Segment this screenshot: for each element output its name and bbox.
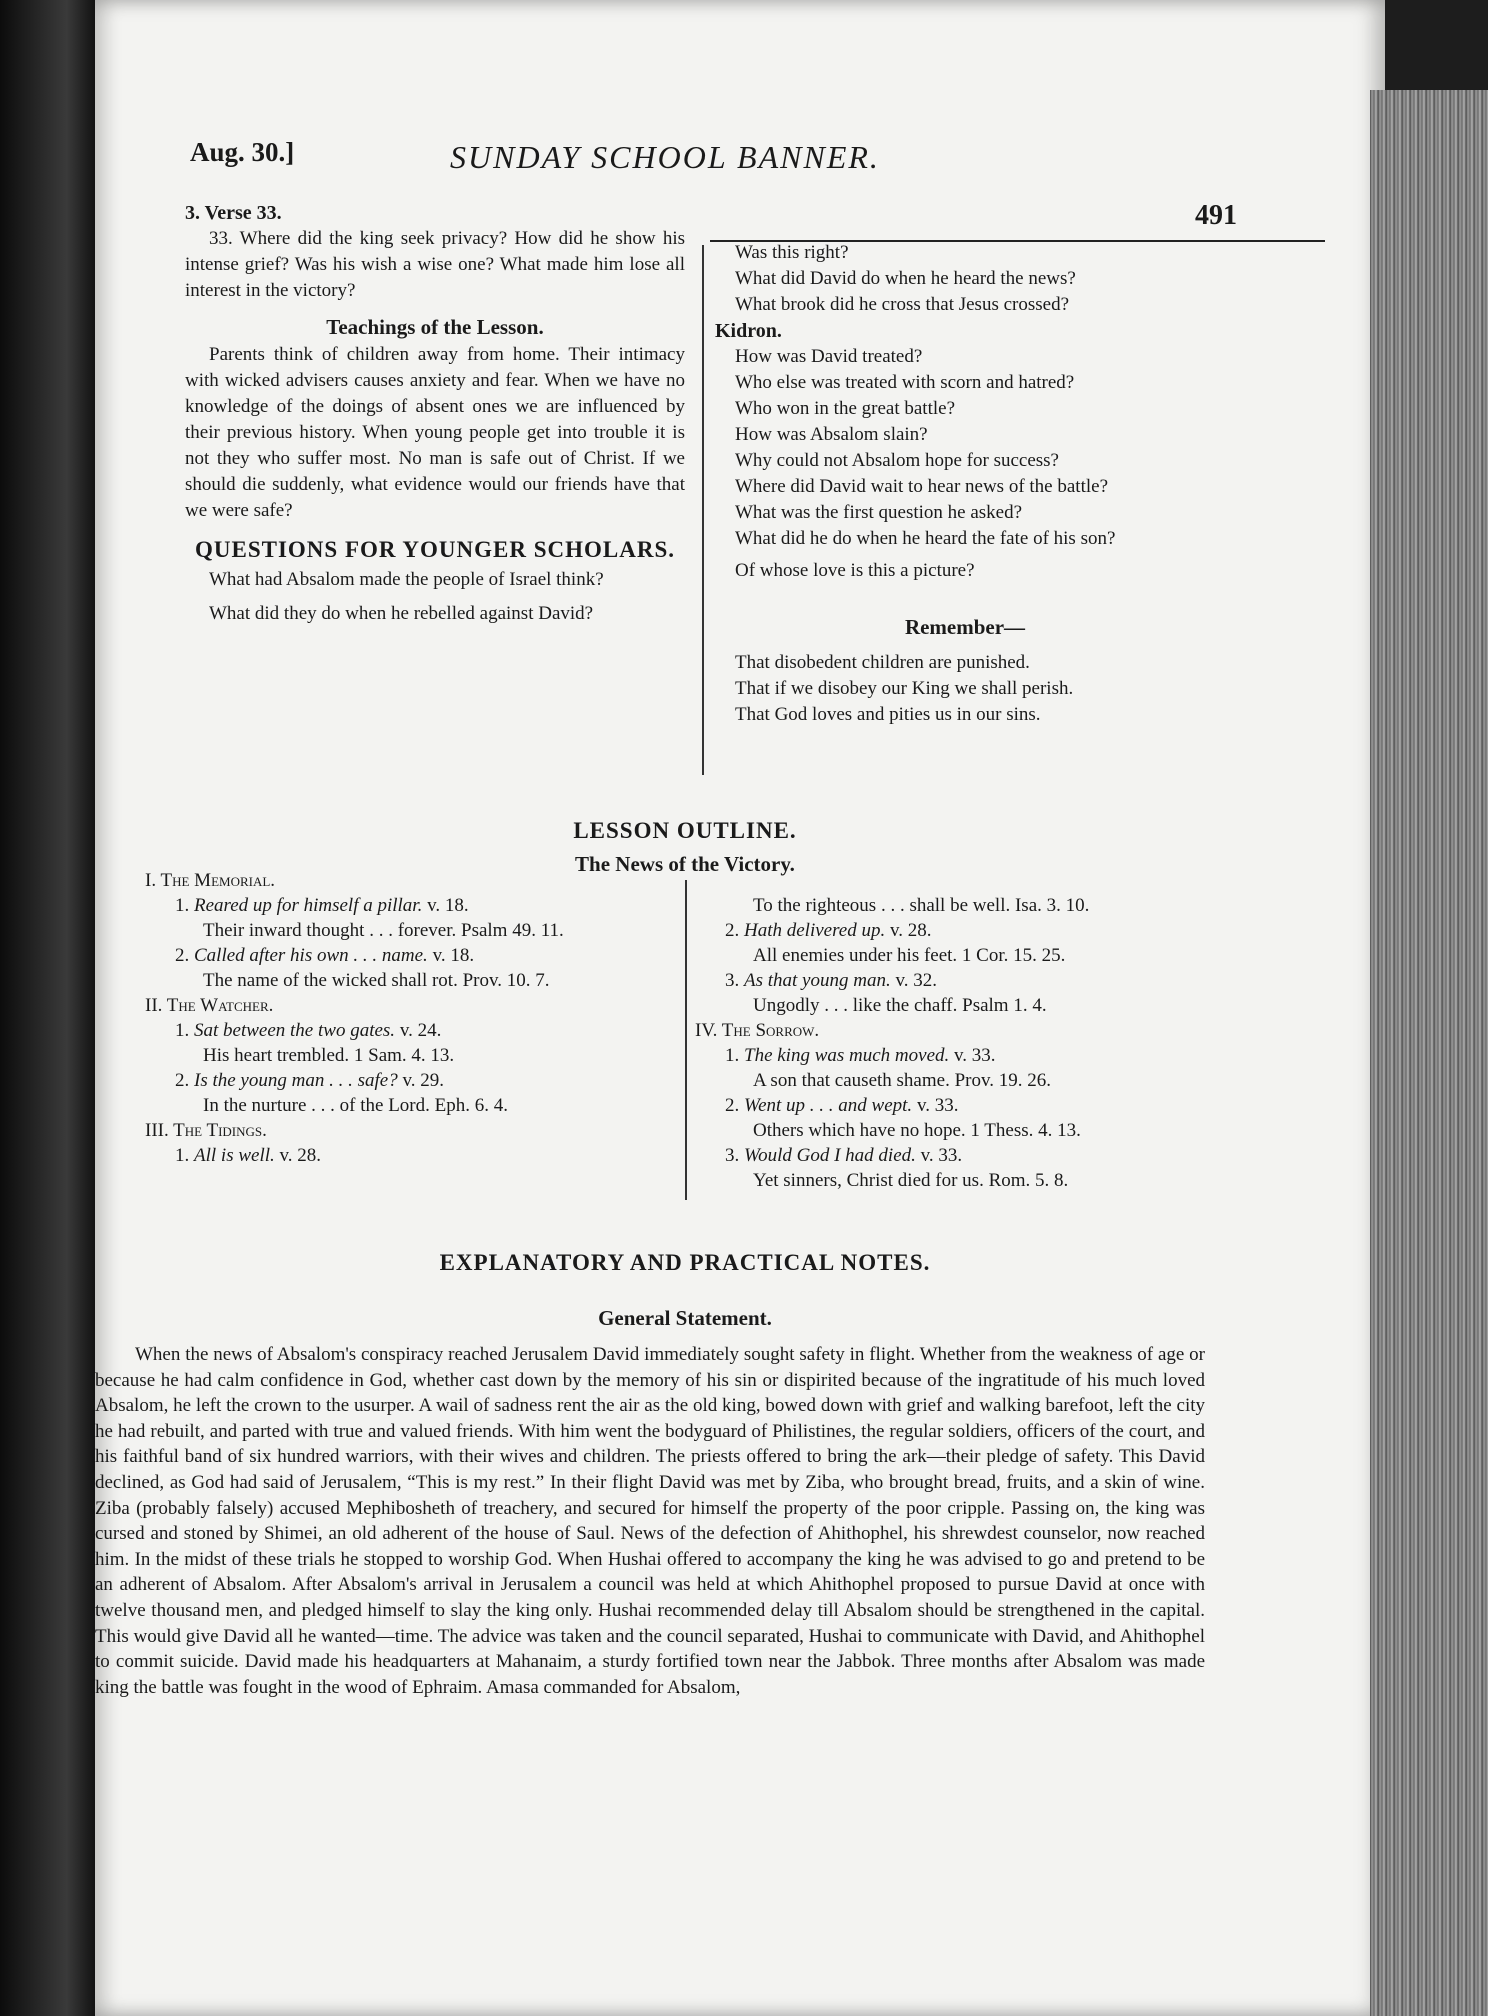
review-question: What did he do when he heard the fate of his son? bbox=[735, 528, 1116, 549]
outline-number: 3. bbox=[725, 1145, 744, 1166]
review-question: How was David treated? bbox=[735, 346, 923, 367]
outline-quote: All is well. bbox=[194, 1145, 275, 1166]
outline-line bbox=[695, 893, 1255, 918]
outline-text: Yet sinners, Christ died for us. Rom. 5. 8. bbox=[753, 1170, 1069, 1191]
outline-quote: Went up . . . and wept. bbox=[744, 1095, 913, 1116]
outline-number: 1. bbox=[175, 895, 194, 916]
outline-text: v. 33. bbox=[915, 1145, 963, 1166]
review-question: How was Absalom slain? bbox=[735, 424, 928, 445]
review-question: Was this right? bbox=[735, 242, 849, 263]
verse-questions: 33. Where did the king seek privacy? How did he show his intense grief? Was his wish a wise one? What made him lose all interest in the victory? bbox=[185, 228, 685, 301]
outline-line bbox=[145, 893, 695, 918]
outline-text: v. 28. bbox=[274, 1145, 322, 1166]
outline-text: III. The Tidings. bbox=[145, 1120, 267, 1141]
outline-text: II. The Watcher. bbox=[145, 995, 274, 1016]
outline-text: v. 29. bbox=[397, 1070, 444, 1091]
teachings-heading: Teachings of the Lesson. bbox=[326, 315, 544, 339]
outline-number: 2. bbox=[725, 1095, 744, 1116]
outline-line bbox=[145, 1143, 695, 1168]
outline-section-heading bbox=[145, 993, 695, 1018]
outline-text: v. 32. bbox=[890, 970, 937, 991]
outline-text: v. 33. bbox=[949, 1045, 996, 1066]
review-question: What was the first question he asked? bbox=[735, 502, 1023, 523]
younger-question: What had Absalom made the people of Israel think? bbox=[209, 569, 604, 590]
outline-quote: Hath delivered up. bbox=[744, 920, 886, 941]
outline-line bbox=[145, 1068, 695, 1093]
remember-line: That disobedent children are punished. bbox=[735, 652, 1030, 673]
outline-line bbox=[145, 943, 695, 968]
review-question: Of whose love is this a picture? bbox=[735, 560, 975, 581]
outline-line bbox=[145, 1018, 695, 1043]
outline-number: 2. bbox=[175, 945, 194, 966]
outline-quote: Sat between the two gates. bbox=[194, 1020, 396, 1041]
outline-text: The name of the wicked shall rot. Prov. 10. 7. bbox=[203, 970, 550, 991]
outline-number: 2. bbox=[725, 920, 744, 941]
outline-text: To the righteous . . . shall be well. Isa. 3. 10. bbox=[753, 895, 1090, 916]
outline-quote: Is the young man . . . safe? bbox=[194, 1070, 398, 1091]
answer-label: Kidron. bbox=[715, 320, 782, 342]
outline-text: All enemies under his feet. 1 Cor. 15. 25. bbox=[753, 945, 1066, 966]
review-question: Why could not Absalom hope for success? bbox=[735, 450, 1059, 471]
outline-number: 1. bbox=[175, 1020, 194, 1041]
column-divider bbox=[702, 245, 704, 775]
outline-line bbox=[695, 1043, 1255, 1068]
outline-line bbox=[695, 1168, 1255, 1193]
outline-line bbox=[695, 1143, 1255, 1168]
outline-line bbox=[695, 968, 1255, 993]
outline-quote: As that young man. bbox=[744, 970, 891, 991]
review-question: Who else was treated with scorn and hatred? bbox=[735, 372, 1075, 393]
outline-line bbox=[695, 1093, 1255, 1118]
outline-left-column bbox=[145, 868, 695, 1168]
page-number: 491 bbox=[1195, 200, 1237, 231]
review-question: What brook did he cross that Jesus crossed? bbox=[735, 294, 1070, 315]
teachings-text: Parents think of children away from home. Their intimacy with wicked advisers causes anxiety and fear. When we have no knowledge of the doings of absent ones we are influenced by their previous history. When young people get into trouble it is not they who suffer most. No man is safe out of Christ. If we should die suddenly, what evidence would our friends have that we were safe? bbox=[185, 344, 685, 521]
outline-text: A son that causeth shame. Prov. 19. 26. bbox=[753, 1070, 1051, 1091]
header-title: SUNDAY SCHOOL BANNER. bbox=[450, 139, 880, 175]
outline-text: v. 18. bbox=[422, 895, 469, 916]
notes-heading: EXPLANATORY AND PRACTICAL NOTES. bbox=[439, 1250, 931, 1275]
outline-text: v. 33. bbox=[912, 1095, 959, 1116]
outline-number: 2. bbox=[175, 1070, 194, 1091]
outline-line bbox=[695, 918, 1255, 943]
outline-right-column bbox=[695, 893, 1255, 1193]
younger-question: What did they do when he rebelled against David? bbox=[209, 603, 594, 624]
remember-line: That if we disobey our King we shall perish. bbox=[735, 678, 1074, 699]
outline-line bbox=[695, 943, 1255, 968]
outline-line bbox=[695, 993, 1255, 1018]
right-column bbox=[715, 240, 1215, 728]
outline-line bbox=[695, 1118, 1255, 1143]
general-statement-text: When the news of Absalom's conspiracy reached Jerusalem David immediately sought safety in flight. Whether from the weakness of age or because he had calm confidence in God, whether cast down by the memory of his sin or dispirited because of the ingratitude of his much loved Absalom, he left the crown to the usurper. A wail of sadness rent the air as the old king, bowed down with grief and walking barefoot, left the city he had rebuilt, and parted with true and valued friends. With him went the bodyguard of Philistines, the regular soldiers, officers of the court, and his faithful band of six hundred warriors, with their wives and children. The priests offered to bring the ark—their pledge of safety. This David declined, as God had said of Jerusalem, “This is my rest.” In their flight David was met by Ziba, who brought bread, fruits, and a skin of wine. Ziba (probably falsely) accused Mephibosheth of treachery, and secured for himself the property of the poor cripple. Passing on, the king was cursed and stoned by Shimei, an old adherent of the house of Saul. News of the defection of Ahithophel, his shrewdest counselor, now reached him. In the midst of these trials he stopped to worship God. When Hushai offered to accompany the king he was advised to go and pretend to be an adherent of Absalom. After Absalom's arrival in Jerusalem a council was held at which Ahithophel proposed to pursue David at once with twelve thousand men, and pledged himself to slay the king only. Hushai recommended delay till Absalom should be strengthened in the capital. This would give David all he wanted—time. The advice was taken and the council separated, Hushai to communicate with David, and Ahithophel to commit suicide. David made his headquarters at Mahanaim, a sturdy fortified town near the Jabbok. Three months after Absalom was made king the battle was fought in the wood of Ephraim. Amasa commanded for Absalom, bbox=[95, 1344, 1205, 1698]
outline-line bbox=[695, 1068, 1255, 1093]
outline-number: 1. bbox=[725, 1045, 744, 1066]
header-date: Aug. 30.] bbox=[190, 137, 295, 167]
outline-text: v. 28. bbox=[885, 920, 932, 941]
binding-gutter bbox=[0, 0, 95, 2016]
notes-body bbox=[95, 1342, 1205, 1700]
page-content bbox=[95, 0, 1275, 2016]
outline-line bbox=[145, 918, 695, 943]
outline-section-heading bbox=[145, 868, 695, 893]
outline-number: 3. bbox=[725, 970, 744, 991]
outline-section-heading bbox=[145, 1118, 695, 1143]
outline-text: In the nurture . . . of the Lord. Eph. 6. 4. bbox=[203, 1095, 508, 1116]
remember-line: That God loves and pities us in our sins. bbox=[735, 704, 1041, 725]
outline-text: His heart trembled. 1 Sam. 4. 13. bbox=[203, 1045, 455, 1066]
review-question: Who won in the great battle? bbox=[735, 398, 956, 419]
verse-heading: 3. Verse 33. bbox=[185, 202, 282, 224]
outline-text: Others which have no hope. 1 Thess. 4. 13. bbox=[753, 1120, 1081, 1141]
outline-quote: The king was much moved. bbox=[744, 1045, 950, 1066]
younger-heading: QUESTIONS FOR YOUNGER SCHOLARS. bbox=[194, 537, 675, 562]
outline-line bbox=[145, 1043, 695, 1068]
review-question: What did David do when he heard the news? bbox=[735, 268, 1076, 289]
outline-quote: Would God I had died. bbox=[744, 1145, 916, 1166]
review-question: Where did David wait to hear news of the battle? bbox=[735, 476, 1108, 497]
outline-subheading: The News of the Victory. bbox=[575, 852, 795, 876]
outline-line bbox=[145, 1093, 695, 1118]
outline-divider bbox=[685, 880, 687, 1200]
remember-heading: Remember— bbox=[904, 615, 1026, 639]
outline-text: I. The Memorial. bbox=[145, 870, 276, 891]
page-edges bbox=[1370, 90, 1488, 2016]
left-column bbox=[185, 200, 685, 627]
notes-subheading: General Statement. bbox=[598, 1306, 772, 1330]
outline-text: Their inward thought . . . forever. Psalm 49. 11. bbox=[203, 920, 564, 941]
outline-heading: LESSON OUTLINE. bbox=[573, 818, 797, 843]
outline-text: IV. The Sorrow. bbox=[695, 1020, 820, 1041]
outline-text: Ungodly . . . like the chaff. Psalm 1. 4. bbox=[753, 995, 1047, 1016]
outline-section-heading bbox=[695, 1018, 1255, 1043]
outline-quote: Called after his own . . . name. bbox=[194, 945, 428, 966]
outline-quote: Reared up for himself a pillar. bbox=[194, 895, 423, 916]
outline-text: v. 24. bbox=[395, 1020, 442, 1041]
outline-line bbox=[145, 968, 695, 993]
outline-text: v. 18. bbox=[427, 945, 475, 966]
outline-number: 1. bbox=[175, 1145, 194, 1166]
